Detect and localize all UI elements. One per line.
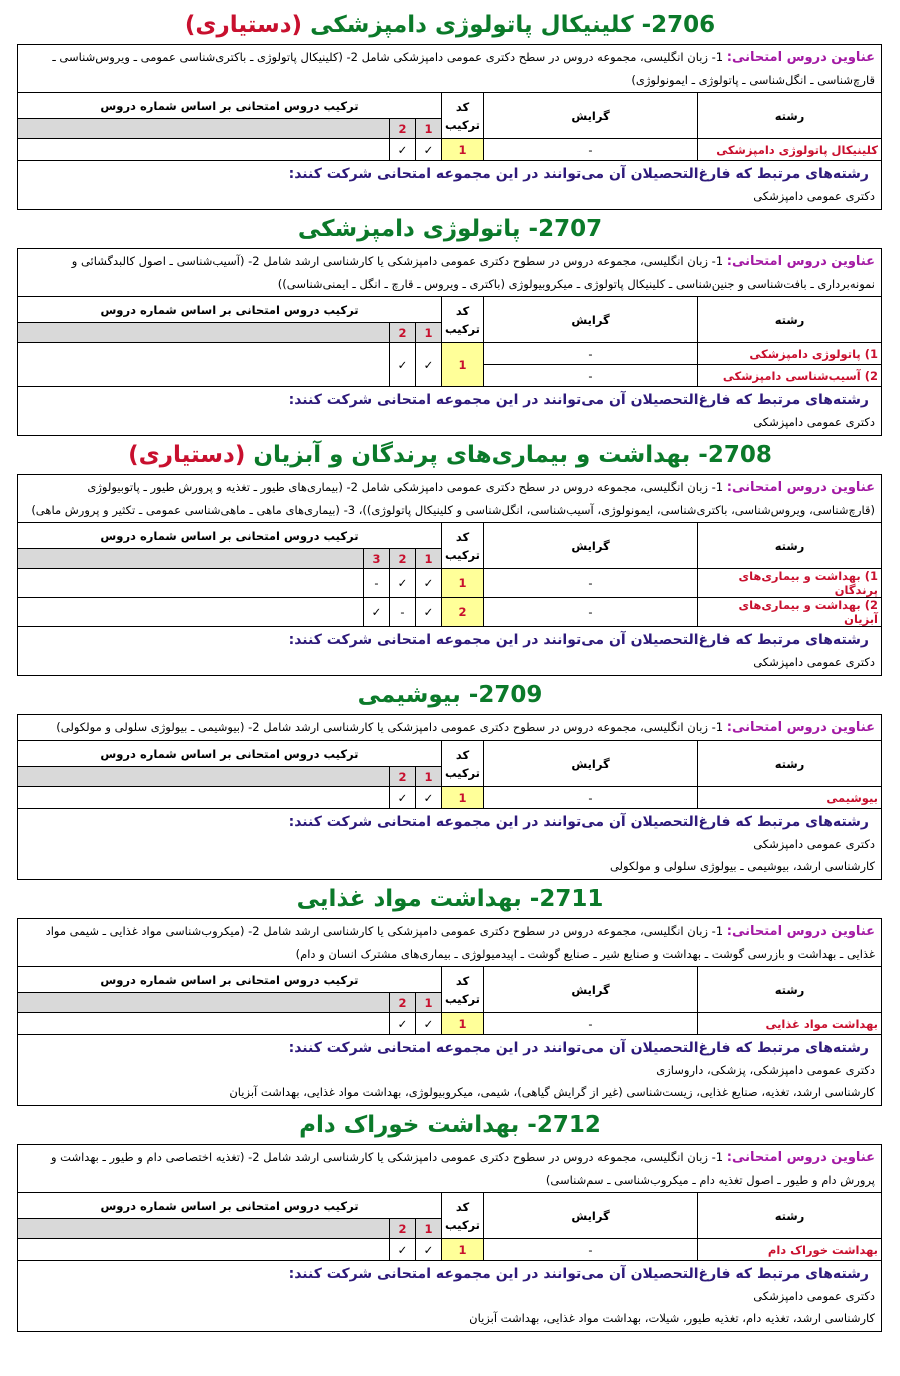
course-number: 3 <box>364 549 390 569</box>
related-fields <box>17 161 881 210</box>
topics-row <box>18 249 882 297</box>
field-name: 1) بهداشت و بیماری‌های پرندگان <box>698 569 882 598</box>
header-code: کد ترکیب <box>442 297 484 343</box>
branch-value: - <box>484 365 698 387</box>
topics-label: عناوین دروس امتحانی: <box>726 1150 875 1165</box>
exam-table <box>17 44 882 210</box>
header-code: کد ترکیب <box>442 967 484 1013</box>
related-heading: رشته‌های مرتبط که فارغ‌التحصیلان آن می‌توانند در این مجموعه امتحانی شرکت کنند: <box>288 1040 869 1056</box>
related-field-item: دکتری عمومی دامپزشکی <box>753 1289 875 1303</box>
section-title <box>18 884 882 916</box>
exam-topics <box>17 475 881 523</box>
header-filler <box>17 549 363 569</box>
header-combo: ترکیب دروس امتحانی بر اساس شماره دروس <box>17 93 441 119</box>
header-row <box>18 297 882 323</box>
related-row <box>17 627 881 676</box>
header-row <box>17 741 881 767</box>
course-mark: ✓ <box>416 343 442 387</box>
course-number: 1 <box>416 993 442 1013</box>
related-fields <box>18 1261 882 1332</box>
combo-code: 1 <box>442 1013 484 1035</box>
course-number: 1 <box>416 1219 442 1239</box>
course-number: 2 <box>390 767 416 787</box>
related-fields <box>18 387 882 436</box>
header-code: کد ترکیب <box>442 523 484 569</box>
header-branch: گرایش <box>484 297 698 343</box>
related-field-item: دکتری عمومی دامپزشکی <box>753 415 875 429</box>
section-title-suffix: (دستیاری) <box>184 12 303 38</box>
course-mark: ✓ <box>416 1013 442 1035</box>
section-title-text: 2706- کلینیکال پاتولوژی دامپزشکی <box>310 12 716 38</box>
header-code: کد ترکیب <box>442 1193 484 1239</box>
header-branch: گرایش <box>484 523 698 569</box>
course-number: 1 <box>416 549 442 569</box>
topics-row <box>17 919 881 967</box>
course-mark: ✓ <box>390 569 416 598</box>
course-mark: - <box>364 569 390 598</box>
field-name: 2) آسیب‌شناسی دامپزشکی <box>698 365 882 387</box>
branch-value: - <box>484 787 698 809</box>
header-combo: ترکیب دروس امتحانی بر اساس شماره دروس <box>17 523 441 549</box>
branch-value: - <box>484 1239 698 1261</box>
course-number: 1 <box>416 767 442 787</box>
exam-table <box>17 714 882 880</box>
header-field: رشته <box>698 297 882 343</box>
course-mark: ✓ <box>390 343 416 387</box>
section-title <box>18 1110 882 1142</box>
header-branch: گرایش <box>484 741 698 787</box>
field-name: بهداشت خوراک دام <box>698 1239 882 1261</box>
header-code: کد ترکیب <box>442 741 484 787</box>
header-filler <box>17 767 389 787</box>
header-filler <box>18 323 390 343</box>
course-mark: ✓ <box>416 787 442 809</box>
section-title-suffix: (دستیاری) <box>128 442 246 468</box>
course-number: 2 <box>390 1219 416 1239</box>
header-field: رشته <box>698 1193 882 1239</box>
section-title-text: 2712- بهداشت خوراک دام <box>299 1112 601 1138</box>
table-row <box>17 139 881 161</box>
section-title <box>18 10 882 42</box>
course-number: 1 <box>416 323 442 343</box>
row-filler <box>17 598 363 627</box>
related-heading: رشته‌های مرتبط که فارغ‌التحصیلان آن می‌توانند در این مجموعه امتحانی شرکت کنند: <box>288 1266 869 1282</box>
header-row <box>17 967 881 993</box>
related-fields <box>17 627 881 676</box>
table-row <box>18 1239 882 1261</box>
header-row <box>17 93 881 119</box>
section-title <box>18 680 882 712</box>
exam-table <box>17 474 882 676</box>
course-mark: ✓ <box>416 598 442 627</box>
header-branch: گرایش <box>484 967 698 1013</box>
course-number: 2 <box>390 323 416 343</box>
exam-topics <box>17 45 881 93</box>
topics-row <box>18 1145 882 1193</box>
combo-code: 1 <box>442 343 484 387</box>
header-combo: ترکیب دروس امتحانی بر اساس شماره دروس <box>18 1193 442 1219</box>
course-mark: ✓ <box>390 1239 416 1261</box>
table-row <box>17 1013 881 1035</box>
field-name: 2) بهداشت و بیماری‌های آبزیان <box>698 598 882 627</box>
row-filler <box>18 343 390 387</box>
field-name: بهداشت مواد غذایی <box>698 1013 882 1035</box>
related-heading: رشته‌های مرتبط که فارغ‌التحصیلان آن می‌توانند در این مجموعه امتحانی شرکت کنند: <box>288 814 869 830</box>
row-filler <box>18 1239 390 1261</box>
related-field-item: کارشناسی ارشد، بیوشیمی ـ بیولوژی سلولی و مولکولی <box>609 859 875 873</box>
header-row <box>17 523 881 549</box>
related-row <box>17 809 881 880</box>
course-mark: ✓ <box>416 1239 442 1261</box>
related-row <box>18 1261 882 1332</box>
course-number: 1 <box>416 119 442 139</box>
related-field-item: دکتری عمومی دامپزشکی <box>753 655 875 669</box>
exam-topics <box>17 919 881 967</box>
field-name: 1) پاتولوژی دامپزشکی <box>698 343 882 365</box>
related-field-item: کارشناسی ارشد، تغذیه دام، تغذیه طیور، شیلات، بهداشت مواد غذایی، بهداشت آبزیان <box>469 1311 875 1325</box>
header-combo: ترکیب دروس امتحانی بر اساس شماره دروس <box>17 967 441 993</box>
exam-topics <box>18 1145 882 1193</box>
course-mark: ✓ <box>390 1013 416 1035</box>
exam-topics <box>17 715 881 741</box>
course-number: 2 <box>390 119 416 139</box>
field-name: کلینیکال پاتولوژی دامپزشکی <box>698 139 882 161</box>
topics-row <box>17 475 881 523</box>
topics-text: 1- زبان انگلیسی، مجموعه دروس در سطوح دکتری عمومی دامپزشکی یا کارشناسی ارشد شامل 2- (بیوشیمی ـ بیولوژی سلولی و مولکولی) <box>56 720 724 734</box>
course-mark: ✓ <box>390 787 416 809</box>
exam-table <box>17 248 882 436</box>
header-field: رشته <box>698 741 882 787</box>
related-field-item: دکتری عمومی دامپزشکی <box>753 189 875 203</box>
field-name: بیوشیمی <box>698 787 882 809</box>
combo-code: 1 <box>442 569 484 598</box>
topics-label: عناوین دروس امتحانی: <box>726 924 875 939</box>
topics-row <box>17 45 881 93</box>
table-row <box>17 598 881 627</box>
section-title-text: 2707- پاتولوژی دامپزشکی <box>297 216 603 242</box>
course-number: 2 <box>390 549 416 569</box>
branch-value: - <box>484 569 698 598</box>
related-row <box>18 387 882 436</box>
related-field-item: دکتری عمومی دامپزشکی، پزشکی، داروسازی <box>656 1063 875 1077</box>
combo-code: 2 <box>442 598 484 627</box>
topics-text: 1- زبان انگلیسی، مجموعه دروس در سطوح دکتری عمومی دامپزشکی یا کارشناسی ارشد شامل 2- (تغذیه اختصاصی دام و طیور ـ بهداشت و پرورش دام و طیور ـ اصول تغذیه دام ـ میکروب‌شناسی ـ سم‌شناسی) <box>50 1150 875 1187</box>
course-mark: ✓ <box>416 569 442 598</box>
header-row <box>18 1193 882 1219</box>
header-filler <box>17 993 389 1013</box>
exam-topics <box>18 249 882 297</box>
header-combo: ترکیب دروس امتحانی بر اساس شماره دروس <box>17 741 441 767</box>
table-row <box>17 787 881 809</box>
section-title <box>18 214 882 246</box>
header-field: رشته <box>698 93 882 139</box>
related-fields <box>17 809 881 880</box>
course-mark: ✓ <box>390 139 416 161</box>
header-branch: گرایش <box>484 1193 698 1239</box>
topics-text: 1- زبان انگلیسی، مجموعه دروس در سطح دکتری عمومی دامپزشکی شامل 2- (کلینیکال پاتولوژی ـ باکتری‌شناسی عمومی ـ ویروس‌شناسی ـ قارچ‌شناسی ـ انگل‌شناسی ـ پاتولوژی ـ ایمونولوژی) <box>52 50 875 87</box>
combo-code: 1 <box>442 1239 484 1261</box>
related-heading: رشته‌های مرتبط که فارغ‌التحصیلان آن می‌توانند در این مجموعه امتحانی شرکت کنند: <box>288 392 869 408</box>
table-row <box>17 569 881 598</box>
combo-code: 1 <box>442 139 484 161</box>
related-fields <box>17 1035 881 1106</box>
course-mark: ✓ <box>416 139 442 161</box>
row-filler <box>17 1013 389 1035</box>
header-branch: گرایش <box>484 93 698 139</box>
exam-table <box>17 1144 882 1332</box>
section-title-text: 2711- بهداشت مواد غذایی <box>296 886 604 912</box>
branch-value: - <box>484 1013 698 1035</box>
course-mark: - <box>390 598 416 627</box>
row-filler <box>17 569 363 598</box>
header-filler <box>18 1219 390 1239</box>
header-combo: ترکیب دروس امتحانی بر اساس شماره دروس <box>18 297 442 323</box>
section-title <box>18 440 882 472</box>
topics-text: 1- زبان انگلیسی، مجموعه دروس در سطوح دکتری عمومی دامپزشکی یا کارشناسی ارشد شامل 2- (آسیب‌شناسی ـ اصول کالبدگشائی و نمونه‌برداری ـ بافت‌شناسی و جنین‌شناسی ـ کلینیکال پاتولوژی ـ میکروبیولوژی (باکتری ـ ویروس ـ قارچ ـ انگل ـ ایمنی‌شناسی)) <box>71 254 875 291</box>
course-number: 2 <box>390 993 416 1013</box>
topics-label: عناوین دروس امتحانی: <box>726 720 875 735</box>
row-filler <box>17 139 389 161</box>
section-title-text: 2708- بهداشت و بیماری‌های پرندگان و آبزیان <box>253 442 772 468</box>
header-field: رشته <box>698 967 882 1013</box>
topics-label: عناوین دروس امتحانی: <box>726 254 875 269</box>
topics-label: عناوین دروس امتحانی: <box>726 480 875 495</box>
related-row <box>17 161 881 210</box>
branch-value: - <box>484 139 698 161</box>
exam-table <box>17 918 882 1106</box>
related-heading: رشته‌های مرتبط که فارغ‌التحصیلان آن می‌توانند در این مجموعه امتحانی شرکت کنند: <box>288 166 869 182</box>
row-filler <box>17 787 389 809</box>
header-field: رشته <box>698 523 882 569</box>
related-field-item: کارشناسی ارشد، تغذیه، صنایع غذایی، زیست‌شناسی (غیر از گرایش گیاهی)، شیمی، میکروبیولوژی، بهداشت مواد غذایی، بهداشت آبزیان <box>229 1085 875 1099</box>
course-mark: ✓ <box>364 598 390 627</box>
section-title-text: 2709- بیوشیمی <box>357 682 543 708</box>
topics-row <box>17 715 881 741</box>
topics-text: 1- زبان انگلیسی، مجموعه دروس در سطح دکتری عمومی دامپزشکی شامل 2- (بیماری‌های طیور ـ تغذیه و پرورش طیور ـ پاتوبیولوژی (قارچ‌شناسی، ویروس‌شناسی، باکتری‌شناسی، ایمونولوژی، آسیب‌شناسی، انگل‌شناسی و کلینیکال پاتولوژی))، 3- (بیماری‌های ماهی ـ ماهی‌شناسی عمومی ـ تکثیر و پرورش ماهی) <box>31 480 875 517</box>
topics-text: 1- زبان انگلیسی، مجموعه دروس در سطوح دکتری عمومی دامپزشکی یا کارشناسی ارشد شامل 2- (میکروب‌شناسی مواد غذایی ـ شیمی مواد غذایی ـ بهداشت و بازرسی گوشت ـ بهداشت و صنایع شیر ـ صنایع گوشت ـ اپیدمیولوژی ـ بیماری‌های مشترک انسان و دام) <box>45 924 875 961</box>
related-row <box>17 1035 881 1106</box>
table-row <box>18 343 882 365</box>
combo-code: 1 <box>442 787 484 809</box>
related-heading: رشته‌های مرتبط که فارغ‌التحصیلان آن می‌توانند در این مجموعه امتحانی شرکت کنند: <box>288 632 869 648</box>
branch-value: - <box>484 343 698 365</box>
related-field-item: دکتری عمومی دامپزشکی <box>753 837 875 851</box>
header-filler <box>17 119 389 139</box>
branch-value: - <box>484 598 698 627</box>
header-code: کد ترکیب <box>442 93 484 139</box>
topics-label: عناوین دروس امتحانی: <box>726 50 875 65</box>
